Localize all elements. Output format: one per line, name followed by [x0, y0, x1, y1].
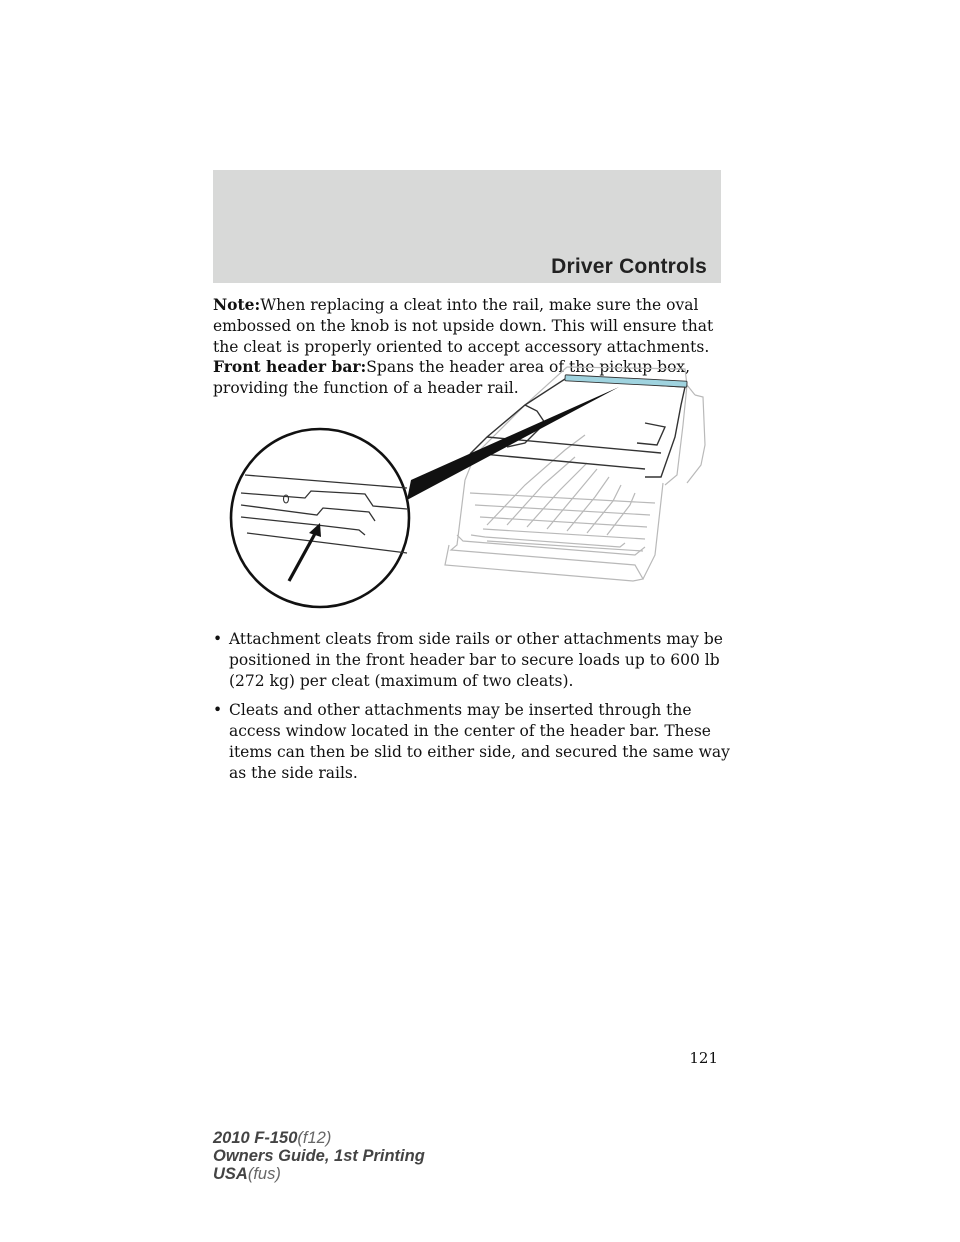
page-number: 121	[689, 1049, 718, 1067]
footer-model: 2010 F-150	[213, 1129, 298, 1147]
note-text: When replacing a cleat into the rail, make sure the oval embossed on the knob is not upside down. This will ensure that the cleat is properly oriented to accept accessory attachments.	[213, 296, 714, 356]
note-paragraph	[213, 294, 733, 358]
bullet-icon: •	[213, 701, 223, 719]
list-item	[213, 700, 743, 784]
footer-region-code: (fus)	[247, 1165, 281, 1183]
callout-wedge	[407, 387, 619, 500]
header-bar-frame	[471, 379, 685, 477]
section-title: Driver Controls	[551, 255, 707, 278]
bullet-text: Cleats and other attachments may be inserted through the access window located in the center of the header bar. These items can then be slid to either side, and secured the same way as the side rails.	[229, 701, 730, 782]
footer-region: USA	[213, 1165, 248, 1183]
note-label: Note:	[213, 295, 261, 314]
front-header-bar-text: Spans the header area of the pickup box, providing the function of a header rail.	[213, 358, 691, 397]
bullet-list	[213, 629, 743, 792]
document-footer	[213, 1129, 425, 1183]
magnified-detail-circle	[231, 429, 409, 607]
footer-edition: Owners Guide, 1st Printing	[213, 1147, 425, 1165]
bullet-icon: •	[213, 630, 223, 648]
front-header-bar-label: Front header bar:	[213, 357, 367, 376]
bullet-text: Attachment cleats from side rails or other attachments may be positioned in the front header bar to secure loads up to 600 lb (272 kg) per cleat (maximum of two cleats).	[229, 630, 723, 690]
pickup-box-drawing	[445, 367, 705, 581]
front-header-bar-highlight	[565, 375, 687, 387]
section-header-band	[213, 170, 721, 283]
pickup-box-header-bar-illustration	[225, 365, 715, 615]
list-item	[213, 629, 743, 692]
footer-model-code: (f12)	[297, 1129, 332, 1147]
